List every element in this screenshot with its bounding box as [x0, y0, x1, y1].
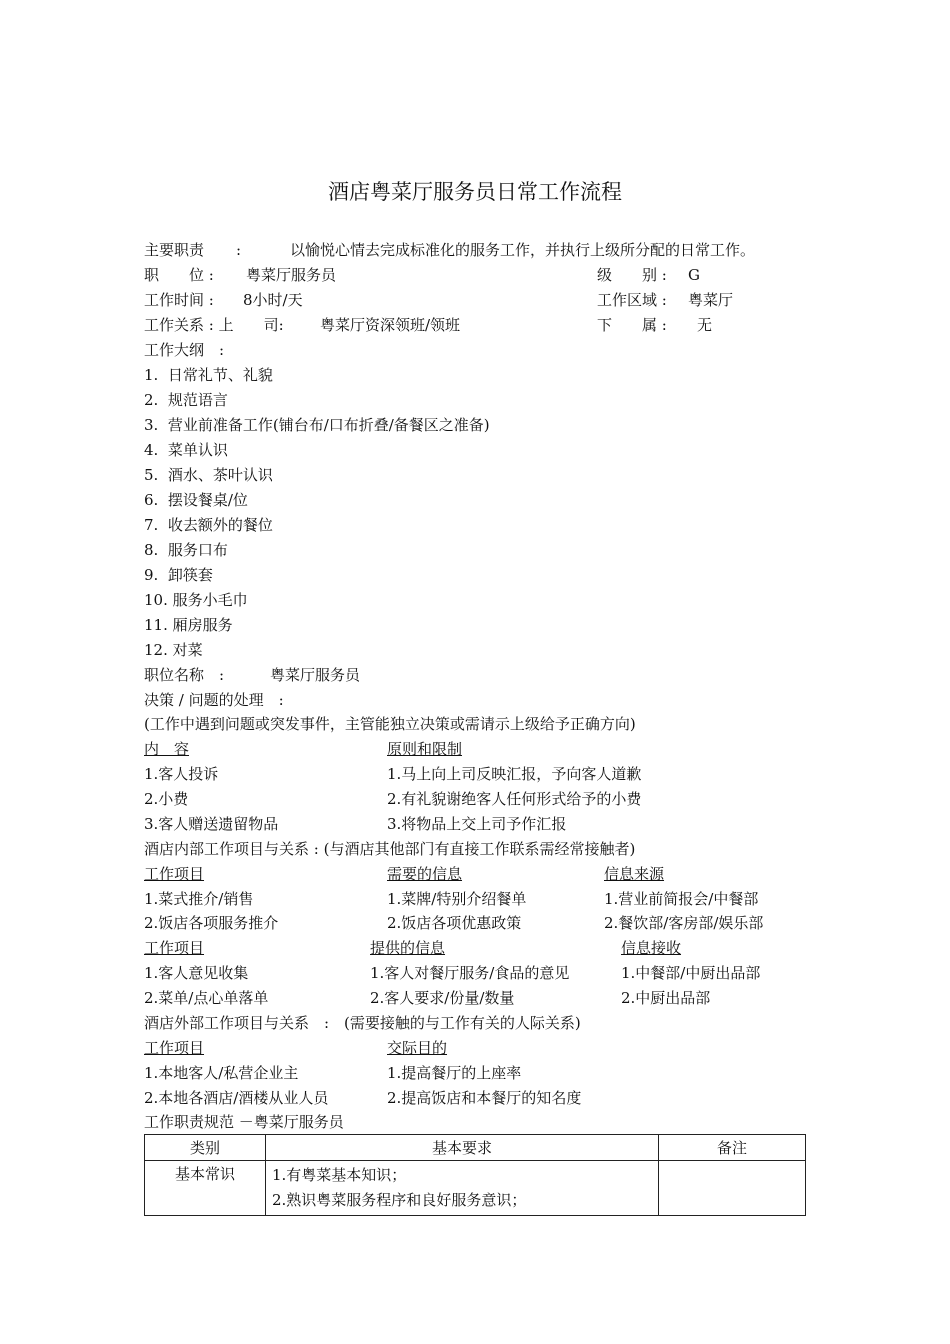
table-row — [145, 1161, 806, 1216]
spec-header-note: 备注 — [659, 1135, 806, 1161]
internal-row-provided: 1.客人对餐厅服务/食品的意见 — [370, 964, 570, 982]
decision-principle: 2.有礼貌谢绝客人任何形式给予的小费 — [387, 790, 642, 808]
subordinate-label: 下 属 : — [597, 316, 667, 334]
external-header-purpose: 交际目的 — [387, 1039, 448, 1057]
outline-item: 4. 菜单认识 — [144, 441, 228, 459]
internal-header-source: 信息来源 — [604, 865, 665, 883]
area-label: 工作区域 : — [597, 291, 667, 309]
spec-note — [659, 1161, 806, 1216]
hours-label: 工作时间 : — [144, 291, 214, 309]
internal-header-needed: 需要的信息 — [387, 865, 463, 883]
spec-label: 工作职责规范 －粤菜厅服务员 — [144, 1113, 344, 1131]
decision-principle: 1.马上向上司反映汇报，予向客人道歉 — [387, 765, 642, 783]
decision-note: (工作中遇到问题或突发事件，主管能独立决策或需请示上级给予正确方向) — [144, 715, 636, 733]
decision-item: 3.客人赠送遗留物品 — [144, 815, 279, 833]
job-name-value: 粤菜厅服务员 — [270, 666, 361, 684]
hours-value: 8小时/天 — [243, 291, 303, 309]
internal-row-needed: 2.饭店各项优惠政策 — [387, 914, 522, 932]
outline-item: 6. 摆设餐桌/位 — [144, 491, 248, 509]
decision-item: 2.小费 — [144, 790, 189, 808]
external-row-purpose: 2.提高饭店和本餐厅的知名度 — [387, 1089, 582, 1107]
superior-value: 粤菜厅资深领班/领班 — [320, 316, 461, 334]
outline-item: 8. 服务口布 — [144, 541, 228, 559]
internal-header-item: 工作项目 — [144, 865, 205, 883]
main-duty-colon: : — [236, 241, 242, 259]
spec-requirement-item: 1.有粤菜基本知识； — [272, 1166, 407, 1184]
internal-header-item: 工作项目 — [144, 939, 205, 957]
internal-row-item: 1.客人意见收集 — [144, 964, 249, 982]
spec-table — [144, 1134, 806, 1216]
outline-item: 7. 收去额外的餐位 — [144, 516, 273, 534]
area-value: 粤菜厅 — [688, 291, 734, 309]
level-value: G — [688, 266, 700, 284]
external-header-item: 工作项目 — [144, 1039, 205, 1057]
decision-header-content: 内 容 — [144, 740, 190, 758]
outline-item: 9. 卸筷套 — [144, 566, 213, 584]
internal-row-provided: 2.客人要求/份量/数量 — [370, 989, 515, 1007]
superior-label: 工作关系 : 上 司: — [144, 316, 284, 334]
page-title: 酒店粤菜厅服务员日常工作流程 — [328, 180, 622, 204]
spec-requirements — [266, 1161, 659, 1216]
outline-label: 工作大纲 : — [144, 341, 225, 359]
decision-item: 1.客人投诉 — [144, 765, 219, 783]
decision-label: 决策 / 问题的处理 : — [144, 691, 284, 709]
internal-row-receiver: 1.中餐部/中厨出品部 — [621, 964, 761, 982]
internal-row-item: 2.饭店各项服务推介 — [144, 914, 279, 932]
internal-label: 酒店内部工作项目与关系 : (与酒店其他部门有直接工作联系需经常接触者) — [144, 840, 636, 858]
job-name-label: 职位名称 : — [144, 666, 225, 684]
spec-header-category: 类别 — [145, 1135, 266, 1161]
outline-item: 12. 对菜 — [144, 641, 203, 659]
spec-header-row — [145, 1135, 806, 1161]
subordinate-value: 无 — [697, 316, 713, 334]
internal-row-receiver: 2.中厨出品部 — [621, 989, 711, 1007]
internal-header-provided: 提供的信息 — [370, 939, 446, 957]
outline-item: 10. 服务小毛巾 — [144, 591, 248, 609]
external-row-purpose: 1.提高餐厅的上座率 — [387, 1064, 522, 1082]
position-value: 粤菜厅服务员 — [246, 266, 337, 284]
decision-principle: 3.将物品上交上司予作汇报 — [387, 815, 567, 833]
external-row-item: 2.本地各酒店/酒楼从业人员 — [144, 1089, 329, 1107]
outline-item: 2. 规范语言 — [144, 391, 228, 409]
level-label: 级 别 : — [597, 266, 667, 284]
outline-item: 3. 营业前准备工作(铺台布/口布折叠/备餐区之准备) — [144, 416, 490, 434]
spec-requirement-item: 2.熟识粤菜服务程序和良好服务意识； — [272, 1191, 527, 1209]
internal-row-source: 2.餐饮部/客房部/娱乐部 — [604, 914, 764, 932]
spec-header-requirements: 基本要求 — [266, 1135, 659, 1161]
outline-item: 5. 酒水、茶叶认识 — [144, 466, 273, 484]
position-label: 职 位 : — [144, 266, 214, 284]
decision-header-principle: 原则和限制 — [387, 740, 463, 758]
main-duty-value: 以愉悦心情去完成标准化的服务工作，并执行上级所分配的日常工作。 — [290, 241, 756, 259]
internal-row-source: 1.营业前简报会/中餐部 — [604, 890, 759, 908]
external-label: 酒店外部工作项目与关系 : (需要接触的与工作有关的人际关系) — [144, 1014, 581, 1032]
external-row-item: 1.本地客人/私营企业主 — [144, 1064, 299, 1082]
outline-item: 1. 日常礼节、礼貌 — [144, 366, 273, 384]
internal-row-item: 2.菜单/点心单落单 — [144, 989, 269, 1007]
internal-header-receiver: 信息接收 — [621, 939, 682, 957]
spec-category: 基本常识 — [145, 1161, 266, 1216]
internal-row-item: 1.菜式推介/销售 — [144, 890, 254, 908]
internal-row-needed: 1.菜牌/特别介绍餐单 — [387, 890, 527, 908]
main-duty-label: 主要职责 — [144, 241, 205, 259]
outline-item: 11. 厢房服务 — [144, 616, 233, 634]
